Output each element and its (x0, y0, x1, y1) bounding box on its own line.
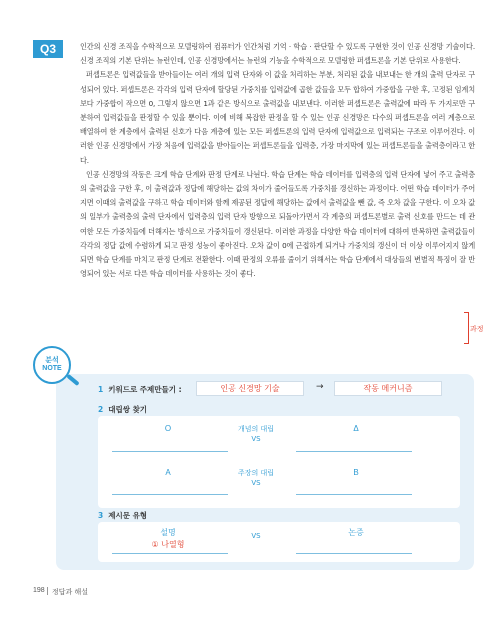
section-3-heading (98, 510, 147, 521)
answer-line (296, 451, 412, 452)
margin-bracket (464, 312, 469, 344)
passage-paragraph: 인간의 신경 조직을 수학적으로 모델링하여 컴퓨터가 인간처럼 기억 · 학습 · 판단할 수 있도록 구현한 것이 인공 신경망 기술이다. 신경 조직의 기본 단위는 뉴런인데, 인공 신경망에서는 뉴런의 기능을 수학적으로 모델링한 퍼셉트론을 기본 단위로 사용한다. (80, 42, 475, 66)
analysis-icon-bottom: NOTE (42, 365, 62, 372)
answer-line (296, 494, 412, 495)
section-label: 제시문 유형 (108, 511, 148, 520)
section-2-heading (98, 404, 147, 415)
vs-label: VS (251, 532, 261, 540)
contrast-type-2 (228, 468, 284, 488)
margin-note: 과정 (470, 325, 484, 333)
answer-line (112, 494, 228, 495)
text-type-handwritten: ① 나열형 (151, 540, 185, 549)
analysis-icon-top: 분석 (45, 356, 59, 364)
section-label: 키워드로 주제만들기 (108, 385, 177, 394)
page-number: 198 (33, 587, 45, 594)
contrast-left-2: A (165, 468, 171, 477)
vs-label: VS (251, 479, 261, 487)
question-badge: Q3 (33, 40, 63, 58)
keyword-box-topic (196, 381, 304, 396)
section-number: 2 (98, 405, 104, 414)
answer-line (112, 451, 228, 452)
contrast-left-1: O (164, 424, 172, 433)
keyword-focus: 작동 메커니즘 (363, 384, 413, 393)
section-1-heading (98, 384, 182, 395)
magnifier-icon (33, 346, 71, 384)
contrast-type-label: 주장의 대립 (237, 469, 275, 477)
section-number: 1 (98, 385, 104, 394)
vs-label: VS (251, 435, 261, 443)
footer-label: 정답과 해설 (52, 588, 89, 596)
passage-paragraph: 인공 신경망의 작동은 크게 학습 단계와 판정 단계로 나뉜다. 학습 단계는 학습 데이터를 입력층의 입력 단자에 넣어 주고 출력층의 출력값을 구한 후, 이 출력값과 정답에 해당하는 값의 차이가 줄어들도록 가중치를 갱신하는 과정이다. 어떤 학습 데이터가 주어지면 이때의 출력값을 구하고 학습 데이터와 함께 제공된 정답에 해당하는 값에서 출력값을 뺀 값, 즉 오차 값을 구한다. 이 오차 값의 일부가 출력층의 출력 단자에서 입력층의 입력 단자 방향으로 되돌아가면서 각 계층의 퍼셉트론별로 출력 신호를 만드는 데 관여한 모든 가중치들에 더해지는 방식으로 가중치들이 갱신된다. 이러한 과정을 다양한 학습 데이터에 대하여 반복하면 출력값들이 각각의 정답 값에 수렴하게 되고 판정 성능이 좋아진다. 오차 값이 0에 근접하게 되거나 가중치의 갱신이 더 이상 이루어지지 않게 되면 학습 단계를 마치고 판정 단계로 전환한다. 이때 판정의 오류를 줄이기 위해서는 학습 단계에서 대상들의 변별적 특징이 잘 반영되어 있는 서로 다른 학습 데이터를 사용하는 것이 좋다. (80, 169, 475, 279)
arrow-icon: → (316, 382, 324, 392)
passage (80, 40, 475, 281)
contrast-type-label: 개념의 대립 (237, 425, 275, 433)
keyword-topic: 인공 신경망 기술 (220, 384, 280, 393)
text-type-right: 논증 (348, 528, 364, 537)
contrast-type-1 (228, 424, 284, 444)
section-number: 3 (98, 511, 104, 520)
text-type-left: 설명 (160, 528, 176, 537)
passage-paragraph: 퍼셉트론은 입력값들을 받아들이는 여러 개의 입력 단자와 이 값을 처리하는 부분, 처리된 값을 내보내는 한 개의 출력 단자로 구성되어 있다. 퍼셉트론은 각각의 입력 단자에 할당된 가중치를 입력값에 곱한 값들을 모두 합하여 가중합을 구한 후, 고정된 임계치보다 가중합이 작으면 0, 그렇지 않으면 1과 같은 방식으로 출력값을 내보낸다. 이러한 퍼셉트론은 출력값에 따라 두 가지로만 구분하여 입력값들을 판정할 수 있을 뿐이다. 이에 비해 복잡한 판정을 할 수 있는 인공 신경망은 다수의 퍼셉트론을 여러 계층으로 배열하여 한 계층에서 출력된 신호가 다음 계층에 있는 모든 퍼셉트론의 입력 단자에 입력값으로 입력되는 구조로 이루어진다. 이러한 인공 신경망에서 가장 처음에 입력값을 받아들이는 퍼셉트론들을 입력층, 가장 마지막에 있는 퍼셉트론들을 출력층이라고 한다. (80, 70, 475, 165)
section-label: 대립쌍 찾기 (108, 405, 148, 414)
answer-line (112, 553, 228, 554)
contrast-right-2: B (353, 468, 359, 477)
keyword-box-focus (334, 381, 442, 396)
section-colon: : (178, 385, 182, 394)
contrast-right-1: Δ (353, 424, 359, 433)
answer-line (296, 553, 412, 554)
footer-divider (47, 587, 48, 595)
